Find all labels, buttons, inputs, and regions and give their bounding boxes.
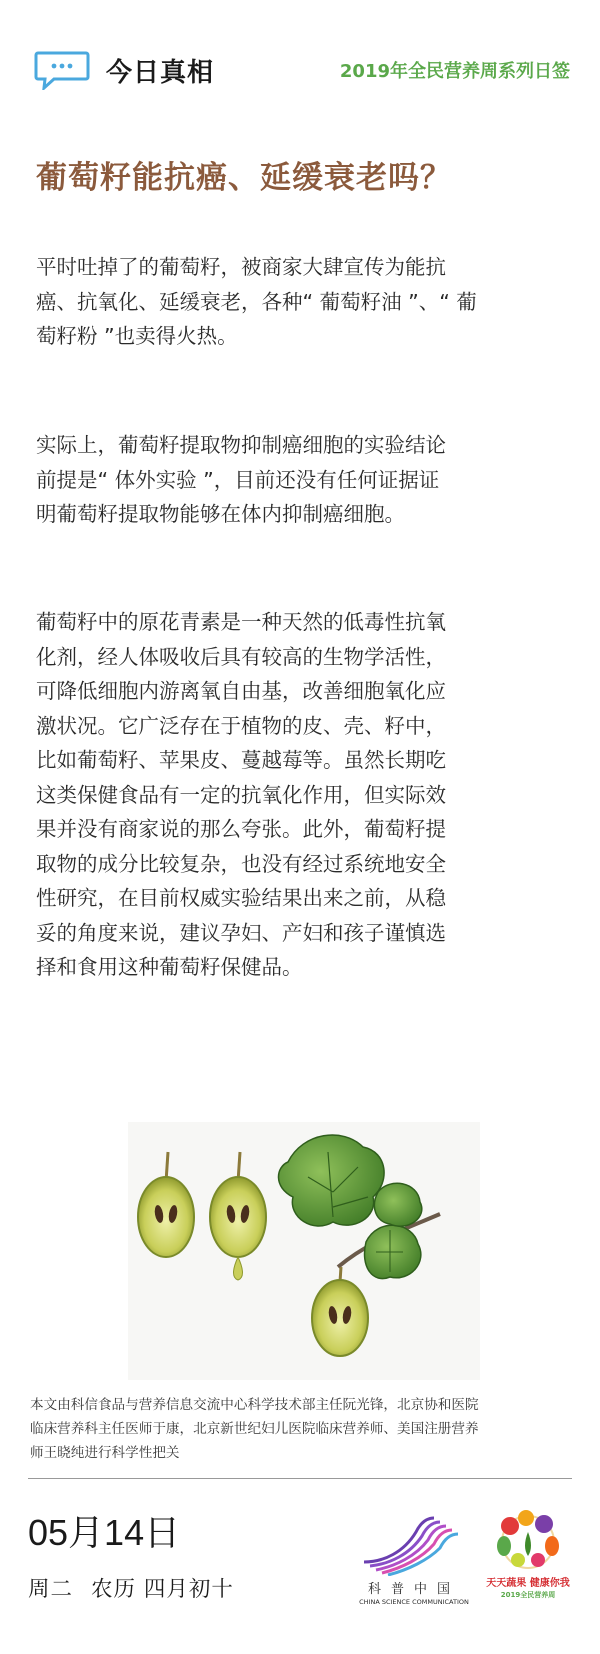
credits-line: 本文由科信食品与营养信息交流中心科学技术部主任阮光锋，北京协和医院 [30,1397,479,1413]
nutrition-week-logo [480,1504,576,1614]
paragraph-line: 萄籽粉 ”也卖得火热。 [36,324,238,348]
chat-bubble-icon [34,50,90,90]
science-wave-icon [354,1512,474,1576]
header [0,0,600,130]
logo-science-en: CHINA SCIENCE COMMUNICATION [359,1598,469,1606]
credits-line: 师王晓纯进行科学性把关 [30,1445,180,1461]
credits [30,1393,572,1465]
paragraph-line: 葡萄籽中的原花青素是一种天然的低毒性抗氧 [36,610,446,634]
paragraph-line: 激状况。它广泛存在于植物的皮、壳、籽中， [36,713,446,738]
paragraph-line: 平时吐掉了的葡萄籽，被商家大肆宣传为能抗 [36,255,446,279]
weekday-lunar [28,1572,252,1603]
paragraph-line: 性研究，在目前权威实验结果出来之前，从稳 [36,886,446,910]
paragraph-line: 明葡萄籽提取物能够在体内抑制癌细胞。 [36,502,405,526]
logo-nutrition-sub: 2019全民营养周 [500,1591,556,1599]
paragraph-line: 这类保健食品有一定的抗氧化作用，但实际效 [36,782,446,807]
grape-halves-image [128,1122,480,1380]
vegetable-fruit-icon [490,1504,566,1572]
paragraph-line: 比如葡萄籽、苹果皮、蔓越莓等。虽然长期吃 [36,748,446,772]
series-label: 2019年全民营养周系列日签 [339,61,570,82]
paragraph-line: 择和食用这种葡萄籽保健品。 [36,955,303,979]
paragraph-line: 癌、抗氧化、延缓衰老，各种“ 葡萄籽油 ”、“ 葡 [36,289,477,314]
paragraph-line: 前提是“ 体外实验 ”，目前还没有任何证据证 [36,467,440,492]
paragraph-line: 化剂，经人体吸收后具有较高的生物学活性， [36,644,446,669]
date: 05月14日 [28,1512,181,1553]
header-title: 今日真相 [106,58,215,88]
paragraph-1 [36,250,568,354]
grape-seed-illustration [128,1122,480,1380]
china-science-logo [354,1512,474,1614]
paragraph-line: 妥的角度来说，建议孕妇、产妇和孩子谨慎选 [36,920,446,945]
paragraph-line: 实际上，葡萄籽提取物抑制癌细胞的实验结论 [36,433,446,457]
logo-nutrition-slogan: 天天蔬果 健康你我 [486,1578,570,1589]
paragraph-3 [36,605,568,985]
weekday: 周二 [28,1577,74,1602]
lunar-date: 农历 四月初十 [91,1577,234,1602]
credits-line: 临床营养科主任医师于康，北京新世纪妇儿医院临床营养师、美国注册营养 [30,1421,479,1437]
logo-science-cn: 科普中国 [367,1582,460,1597]
paragraph-2 [36,428,568,532]
paragraph-line: 可降低细胞内游离氧自由基，改善细胞氧化应 [36,679,446,703]
headline: 葡萄籽能抗癌、延缓衰老吗？ [36,160,452,196]
divider [28,1478,572,1479]
paragraph-line: 取物的成分比较复杂，也没有经过系统地安全 [36,851,446,876]
paragraph-line: 果并没有商家说的那么夸张。此外，葡萄籽提 [36,817,446,841]
